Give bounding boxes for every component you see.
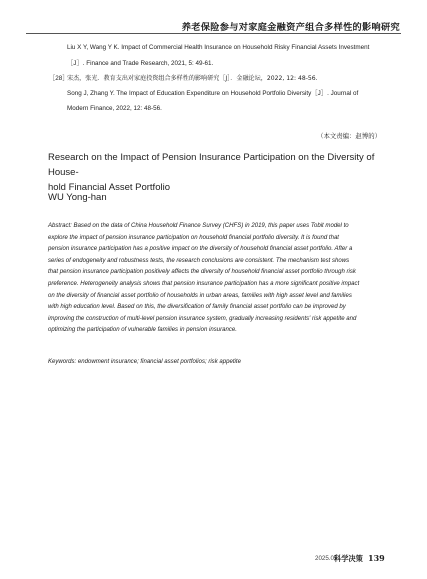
page-number: 139 <box>368 553 385 563</box>
keywords: Keywords: endowment insurance; financial asset portfolios; risk appetite <box>48 359 241 365</box>
abstract-line: series of endogeneity and robustness tests, the research conclusions are consistent. The mechanism test shows <box>48 257 350 264</box>
reference-line: Modern Finance, 2022, 12: 48-56. <box>67 105 162 112</box>
reference-number: ［28］ <box>49 75 69 82</box>
footer-date: 2025.05 <box>315 555 338 562</box>
paper-author: WU Yong-han <box>48 192 107 203</box>
abstract-line: on the diversity of financial asset portfolio of households in urban areas, families with high asset level and families <box>48 292 352 299</box>
reference-line-cn: 宋杰，张光．教育支出对家庭投资组合多样性的影响研究［J］．金融论坛，2022, 12: 48-56. <box>67 75 318 82</box>
paper-title-line: hold Financial Asset Portfolio <box>48 181 170 193</box>
abstract-line: improving the construction of multi-level pension insurance system, gradually increasing residents' risk appetite and <box>48 315 357 322</box>
reference-line: Song J, Zhang Y. The Impact of Education Expenditure on Household Portfolio Diversity［J］. Journal of <box>67 90 359 97</box>
header-rule <box>26 33 401 34</box>
reference-line: ［J］. Finance and Trade Research, 2021, 5: 49-61. <box>67 60 214 67</box>
abstract-line: pension insurance participation has a positive impact on the diversity of household financial asset portfolio. After a <box>48 246 353 253</box>
abstract <box>48 221 384 337</box>
abstract-line: with high education level. Based on this, the diversification of family financial asset portfolio can be improved by <box>48 304 346 311</box>
reference-line: Liu X Y, Wang Y K. Impact of Commercial Health Insurance on Household Risky Financial Assets Investment <box>67 44 370 51</box>
running-header-title: 养老保险参与对家庭金融资产组合多样性的影响研究 <box>181 22 400 33</box>
editor-note: （本文责编：赵博的） <box>317 132 381 140</box>
paper-title-line: Research on the Impact of Pension Insurance Participation on the Diversity of House- <box>48 152 375 178</box>
abstract-line: that pension insurance participation positively affects the diversity of household financial asset portfolio through risk <box>48 269 356 276</box>
abstract-line: optimizing the participation of vulnerable families in pension insurance. <box>48 327 237 334</box>
abstract-line: Abstract: Based on the data of China Household Finance Survey (CHFS) in 2019, this paper uses Tobit model to <box>48 223 349 229</box>
paper-title <box>48 151 388 195</box>
abstract-line: explore the impact of pension insurance participation on household financial portfolio diversity. It is found that <box>48 234 339 241</box>
abstract-line: preference. Heterogeneity analysis shows that pension insurance participation has a more significant positive impact <box>48 280 360 287</box>
footer-journal-name: 科学决策 <box>334 554 363 563</box>
